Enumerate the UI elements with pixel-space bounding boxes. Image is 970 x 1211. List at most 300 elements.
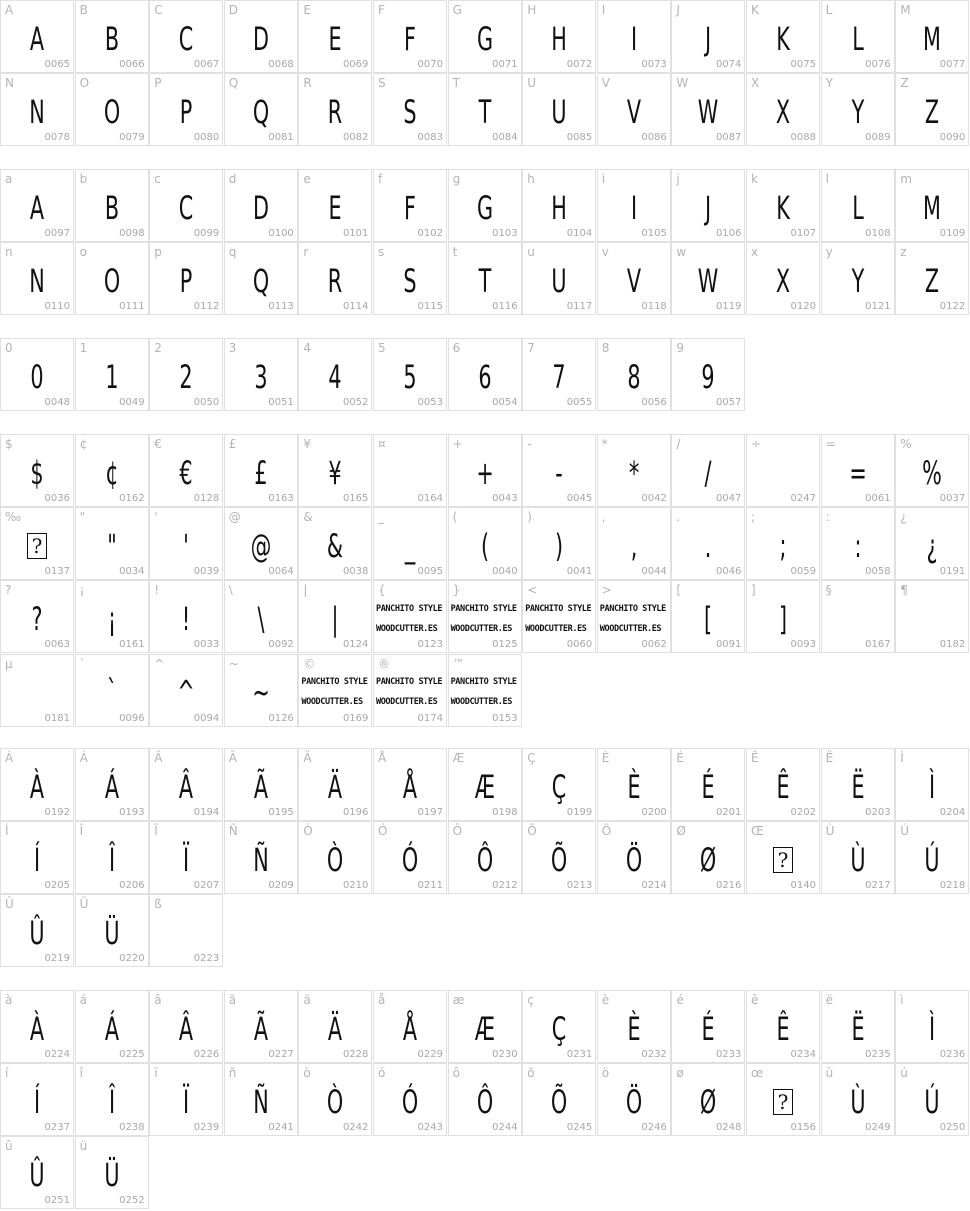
glyph-cell[interactable]	[224, 242, 298, 315]
glyph-cell[interactable]	[895, 821, 969, 894]
glyph-cell[interactable]	[75, 73, 149, 146]
character-label: ¥	[303, 437, 312, 451]
glyph-cell[interactable]	[373, 434, 447, 507]
glyph-cell[interactable]	[746, 169, 820, 242]
character-code: 0241	[268, 1122, 294, 1134]
glyph-preview: Y	[851, 261, 864, 300]
character-code: 0097	[44, 228, 70, 239]
glyph-cell[interactable]	[373, 1063, 447, 1136]
glyph-cell[interactable]	[224, 748, 298, 821]
character-label: =	[825, 437, 836, 451]
glyph-preview: P	[179, 261, 193, 300]
character-code: 0200	[641, 807, 667, 818]
glyph-cell[interactable]	[448, 821, 522, 894]
glyph-cell[interactable]	[373, 654, 447, 727]
glyph-preview: Ù	[850, 840, 866, 879]
glyph-cell[interactable]	[895, 748, 969, 821]
character-label: ü	[79, 1139, 88, 1154]
glyph-cell[interactable]	[821, 73, 895, 146]
glyph-cell[interactable]	[522, 1063, 596, 1136]
glyph-cell[interactable]	[895, 242, 969, 315]
glyph-cell[interactable]	[746, 821, 820, 894]
glyph-cell[interactable]	[821, 434, 895, 507]
glyph-cell[interactable]	[298, 242, 372, 315]
character-label: Ò	[303, 824, 313, 839]
character-label: !	[154, 583, 159, 598]
glyph-preview: A	[29, 19, 45, 58]
character-code: 0191	[939, 566, 966, 578]
glyph-cell[interactable]	[0, 821, 74, 894]
character-code: 0243	[417, 1122, 443, 1134]
character-label: È	[601, 751, 610, 765]
glyph-cell[interactable]	[149, 654, 223, 727]
glyph-cell[interactable]	[224, 821, 298, 894]
glyph-cell[interactable]	[597, 821, 671, 894]
character-label: 5	[378, 341, 386, 355]
glyph-preview: È	[627, 767, 641, 806]
character-code: 0249	[865, 1122, 891, 1134]
character-code: 0217	[865, 880, 891, 892]
glyph-preview: U	[551, 261, 567, 300]
character-code: 0052	[342, 397, 369, 408]
glyph-cell[interactable]	[75, 0, 149, 73]
glyph-cell[interactable]	[0, 894, 74, 967]
character-label: b	[79, 172, 88, 186]
glyph-cell[interactable]	[746, 580, 820, 653]
glyph-cell[interactable]	[522, 748, 596, 821]
glyph-cell[interactable]	[522, 73, 596, 146]
character-code: 0115	[417, 301, 443, 313]
glyph-cell[interactable]	[224, 654, 298, 727]
glyph-cell[interactable]	[746, 507, 820, 580]
glyph-cell[interactable]	[149, 0, 223, 73]
character-code: 0085	[566, 132, 593, 144]
glyph-cell[interactable]	[75, 434, 149, 507]
glyph-cell[interactable]	[298, 990, 372, 1063]
glyph-preview	[384, 449, 436, 496]
glyph-preview: Ç	[551, 767, 567, 806]
glyph-cell[interactable]	[373, 73, 447, 146]
glyph-cell[interactable]	[597, 748, 671, 821]
character-code: 0219	[44, 953, 70, 965]
character-code: 0211	[417, 880, 443, 892]
glyph-cell[interactable]	[149, 821, 223, 894]
glyph-preview: !	[182, 599, 191, 638]
glyph-cell[interactable]	[0, 1136, 74, 1209]
glyph-cell[interactable]	[224, 0, 298, 73]
character-code: 0124	[342, 639, 369, 651]
glyph-cell[interactable]	[895, 434, 969, 507]
glyph-cell[interactable]	[448, 169, 522, 242]
character-label: £	[228, 437, 237, 451]
glyph-cell[interactable]	[671, 580, 745, 653]
character-code: 0056	[641, 397, 667, 408]
glyph-cell[interactable]	[597, 507, 671, 580]
glyph-preview: Æ	[474, 1009, 495, 1048]
glyph-cell[interactable]	[821, 990, 895, 1063]
character-code: 0230	[492, 1049, 518, 1060]
glyph-cell[interactable]	[821, 242, 895, 315]
glyph-preview: ¡	[107, 599, 116, 638]
glyph-cell[interactable]	[448, 748, 522, 821]
glyph-cell[interactable]	[522, 434, 596, 507]
character-label: |	[303, 583, 308, 598]
character-label: l	[825, 172, 829, 186]
glyph-cell[interactable]	[746, 434, 820, 507]
character-code: 0119	[715, 301, 742, 313]
character-label: >	[601, 583, 612, 598]
glyph-cell[interactable]	[895, 73, 969, 146]
glyph-preview: M	[923, 19, 942, 58]
glyph-cell[interactable]	[821, 748, 895, 821]
glyph-cell[interactable]	[895, 507, 969, 580]
glyph-cell[interactable]	[75, 507, 149, 580]
glyph-cell[interactable]	[75, 169, 149, 242]
character-code: 0105	[641, 228, 667, 239]
glyph-cell[interactable]	[224, 338, 298, 411]
character-code: 0128	[193, 493, 220, 504]
character-code: 0045	[566, 493, 593, 504]
glyph-cell[interactable]	[895, 169, 969, 242]
glyph-preview: Z	[925, 261, 940, 300]
glyph-preview: :	[854, 526, 862, 565]
glyph-cell[interactable]	[298, 0, 372, 73]
glyph-cell[interactable]	[149, 169, 223, 242]
glyph-preview: ^	[177, 673, 195, 712]
glyph-cell[interactable]	[671, 821, 745, 894]
glyph-cell[interactable]	[821, 169, 895, 242]
character-code: 0153	[492, 712, 518, 724]
glyph-cell[interactable]	[522, 338, 596, 411]
glyph-cell[interactable]	[224, 169, 298, 242]
glyph-cell[interactable]	[597, 990, 671, 1063]
glyph-cell[interactable]	[448, 0, 522, 73]
glyph-cell[interactable]	[821, 0, 895, 73]
character-code: 0113	[268, 301, 294, 313]
glyph-cell[interactable]	[373, 338, 447, 411]
glyph-cell[interactable]	[671, 507, 745, 580]
glyph-cell[interactable]	[597, 434, 671, 507]
character-label: D	[228, 3, 239, 17]
glyph-preview: H	[551, 188, 567, 227]
character-label: 0	[5, 341, 13, 355]
character-label: S	[378, 76, 386, 91]
glyph-cell[interactable]	[0, 0, 74, 73]
glyph-cell[interactable]	[224, 73, 298, 146]
character-code: 0091	[715, 639, 742, 651]
character-label: ô	[452, 1066, 460, 1081]
glyph-preview: P	[179, 92, 193, 131]
glyph-cell[interactable]	[671, 748, 745, 821]
glyph-cell[interactable]	[373, 990, 447, 1063]
missing-glyph-mark: ?	[773, 1089, 793, 1115]
character-code: 0232	[641, 1049, 667, 1060]
glyph-cell[interactable]	[0, 507, 74, 580]
glyph-cell[interactable]	[224, 507, 298, 580]
glyph-cell[interactable]	[746, 242, 820, 315]
glyph-cell[interactable]	[746, 73, 820, 146]
character-code: 0163	[268, 493, 294, 504]
glyph-preview: ;	[779, 526, 787, 565]
character-code: 0094	[193, 712, 220, 724]
glyph-cell[interactable]	[298, 654, 372, 727]
character-label: d	[228, 172, 237, 186]
glyph-cell[interactable]	[821, 580, 895, 653]
glyph-cell[interactable]	[373, 0, 447, 73]
character-label: K	[751, 3, 759, 17]
glyph-cell[interactable]	[671, 169, 745, 242]
glyph-cell[interactable]	[149, 894, 223, 967]
character-label: ^	[154, 656, 165, 671]
glyph-cell[interactable]	[671, 990, 745, 1063]
glyph-cell[interactable]	[671, 242, 745, 315]
glyph-preview: T	[478, 261, 491, 300]
missing-glyph-mark: ?	[27, 533, 47, 559]
glyph-cell[interactable]	[448, 580, 522, 653]
glyph-cell[interactable]	[373, 242, 447, 315]
character-code: 0100	[268, 228, 294, 239]
glyph-cell[interactable]	[895, 990, 969, 1063]
glyph-cell[interactable]	[298, 434, 372, 507]
character-label: ñ	[228, 1066, 237, 1081]
glyph-preview: V	[626, 261, 641, 300]
glyph-preview: Õ	[551, 840, 568, 879]
character-label: ß	[154, 897, 162, 912]
glyph-cell[interactable]	[298, 507, 372, 580]
glyph-cell[interactable]	[149, 990, 223, 1063]
glyph-cell[interactable]	[298, 580, 372, 653]
glyph-preview: N	[29, 92, 45, 131]
glyph-cell[interactable]	[224, 1063, 298, 1136]
glyph-cell[interactable]	[298, 169, 372, 242]
character-label: Ô	[452, 824, 463, 839]
character-code: 0165	[342, 493, 369, 504]
character-code: 0103	[492, 228, 518, 239]
glyph-cell[interactable]	[448, 990, 522, 1063]
character-label: Y	[825, 76, 833, 91]
character-code: 0092	[268, 639, 294, 651]
character-label: F	[378, 3, 385, 17]
character-label: á	[79, 993, 87, 1007]
glyph-cell[interactable]	[224, 990, 298, 1063]
glyph-cell[interactable]	[597, 0, 671, 73]
glyph-preview: Å	[402, 767, 418, 806]
glyph-preview: '	[183, 526, 190, 565]
character-label: Ê	[751, 751, 759, 765]
glyph-cell[interactable]	[149, 242, 223, 315]
glyph-cell[interactable]	[448, 507, 522, 580]
character-code: 0036	[44, 493, 70, 504]
glyph-preview: Ú	[924, 840, 940, 879]
glyph-preview: S	[403, 92, 417, 131]
glyph-cell[interactable]	[75, 990, 149, 1063]
glyph-preview: Á	[104, 1009, 119, 1048]
glyph-preview: Q	[252, 261, 269, 300]
character-code: 0196	[342, 807, 369, 818]
glyph-cell[interactable]	[149, 434, 223, 507]
glyph-preview: Ó	[401, 840, 419, 879]
glyph-cell[interactable]	[597, 580, 671, 653]
glyph-cell[interactable]	[75, 580, 149, 653]
glyph-cell[interactable]	[522, 242, 596, 315]
glyph-preview: £	[254, 453, 268, 492]
glyph-cell[interactable]	[149, 580, 223, 653]
sample-text-preview	[374, 669, 446, 716]
glyph-cell[interactable]	[149, 338, 223, 411]
glyph-cell[interactable]	[597, 242, 671, 315]
glyph-cell[interactable]	[0, 434, 74, 507]
glyph-preview: O	[103, 261, 120, 300]
character-code: 0046	[715, 566, 742, 578]
glyph-cell[interactable]	[821, 507, 895, 580]
glyph-preview: X	[775, 261, 791, 300]
glyph-cell[interactable]	[746, 748, 820, 821]
character-code: 0071	[492, 59, 518, 70]
character-label: ¿	[900, 510, 907, 525]
glyph-cell[interactable]	[597, 338, 671, 411]
character-code: 0106	[715, 228, 742, 239]
glyph-cell[interactable]	[75, 748, 149, 821]
glyph-preview: E	[328, 188, 342, 227]
glyph-cell[interactable]	[671, 73, 745, 146]
glyph-cell[interactable]	[522, 821, 596, 894]
glyph-cell[interactable]	[373, 507, 447, 580]
glyph-cell[interactable]	[298, 338, 372, 411]
glyph-cell[interactable]	[298, 748, 372, 821]
glyph-cell[interactable]	[0, 169, 74, 242]
glyph-cell[interactable]	[671, 434, 745, 507]
glyph-cell[interactable]	[75, 338, 149, 411]
glyph-cell[interactable]	[298, 821, 372, 894]
glyph-preview: Ô	[476, 1082, 493, 1121]
character-label: P	[154, 76, 162, 91]
glyph-cell[interactable]	[75, 242, 149, 315]
character-label: m	[900, 172, 912, 186]
glyph-preview: %	[922, 453, 943, 492]
glyph-cell[interactable]	[448, 1063, 522, 1136]
glyph-cell[interactable]	[149, 73, 223, 146]
glyph-cell[interactable]	[373, 169, 447, 242]
glyph-cell[interactable]	[224, 580, 298, 653]
glyph-cell[interactable]	[671, 338, 745, 411]
glyph-cell[interactable]	[298, 73, 372, 146]
character-code: 0063	[44, 639, 70, 651]
character-code: 0048	[44, 397, 70, 408]
glyph-cell[interactable]	[0, 242, 74, 315]
character-label: Q	[228, 76, 239, 91]
glyph-cell[interactable]	[821, 1063, 895, 1136]
character-label: ÷	[751, 437, 762, 451]
glyph-preview	[757, 449, 809, 496]
glyph-cell[interactable]	[522, 0, 596, 73]
glyph-cell[interactable]	[522, 507, 596, 580]
glyph-preview: \	[257, 599, 265, 638]
glyph-preview: Ä	[328, 1009, 343, 1048]
glyph-cell[interactable]	[448, 338, 522, 411]
glyph-cell[interactable]	[149, 748, 223, 821]
glyph-cell[interactable]	[373, 580, 447, 653]
glyph-cell[interactable]	[522, 580, 596, 653]
character-code: 0218	[939, 880, 966, 892]
glyph-cell[interactable]	[75, 654, 149, 727]
glyph-cell[interactable]	[746, 1063, 820, 1136]
glyph-cell[interactable]	[522, 990, 596, 1063]
character-label: Ú	[900, 824, 909, 839]
glyph-preview: _	[404, 526, 416, 565]
glyph-cell[interactable]	[0, 1063, 74, 1136]
glyph-cell[interactable]	[149, 507, 223, 580]
glyph-cell[interactable]	[75, 821, 149, 894]
glyph-cell[interactable]	[75, 894, 149, 967]
glyph-cell[interactable]	[448, 73, 522, 146]
glyph-cell[interactable]	[149, 1063, 223, 1136]
character-label: -	[527, 437, 532, 451]
character-code: 0098	[119, 228, 145, 239]
glyph-cell[interactable]	[597, 169, 671, 242]
glyph-cell[interactable]	[0, 990, 74, 1063]
glyph-preview: -	[555, 453, 563, 492]
glyph-cell[interactable]	[0, 654, 74, 727]
glyph-preview: Ï	[183, 840, 190, 879]
character-label: n	[5, 245, 13, 260]
glyph-cell[interactable]	[597, 1063, 671, 1136]
glyph-cell[interactable]	[597, 73, 671, 146]
glyph-cell[interactable]	[895, 1063, 969, 1136]
character-code: 0038	[342, 566, 369, 578]
glyph-preview: Ê	[776, 767, 790, 806]
glyph-cell[interactable]	[746, 990, 820, 1063]
glyph-cell[interactable]	[0, 73, 74, 146]
character-code: 0227	[268, 1049, 294, 1060]
character-code: 0229	[417, 1049, 443, 1060]
glyph-preview	[160, 909, 212, 956]
glyph-preview: Ï	[183, 1082, 190, 1121]
character-label: )	[527, 510, 532, 525]
character-label: é	[676, 993, 684, 1007]
character-label: ]	[751, 583, 756, 598]
glyph-preview: $	[30, 453, 44, 492]
glyph-cell[interactable]	[448, 434, 522, 507]
glyph-cell[interactable]	[373, 821, 447, 894]
glyph-preview: 6	[478, 357, 492, 396]
glyph-cell[interactable]	[298, 1063, 372, 1136]
glyph-cell[interactable]	[0, 580, 74, 653]
glyph-cell[interactable]	[671, 0, 745, 73]
character-code: 0197	[417, 807, 443, 818]
glyph-cell[interactable]	[671, 1063, 745, 1136]
glyph-cell[interactable]	[75, 1136, 149, 1209]
character-label: Ñ	[228, 824, 238, 839]
glyph-cell[interactable]	[75, 1063, 149, 1136]
glyph-cell[interactable]	[448, 654, 522, 727]
sample-text-line: PANCHITO STYLE	[525, 603, 592, 614]
glyph-cell[interactable]	[448, 242, 522, 315]
character-code: 0112	[193, 301, 220, 313]
glyph-cell[interactable]	[746, 0, 820, 73]
glyph-preview: )	[555, 526, 564, 565]
glyph-cell[interactable]	[821, 821, 895, 894]
glyph-cell[interactable]	[522, 169, 596, 242]
glyph-cell[interactable]	[224, 434, 298, 507]
glyph-preview: Ã	[253, 767, 268, 806]
glyph-cell[interactable]	[895, 0, 969, 73]
glyph-cell[interactable]	[0, 748, 74, 821]
glyph-cell[interactable]	[373, 748, 447, 821]
glyph-preview: Q	[252, 92, 269, 131]
glyph-cell[interactable]	[0, 338, 74, 411]
glyph-cell[interactable]	[895, 580, 969, 653]
glyph-preview: L	[851, 188, 864, 227]
